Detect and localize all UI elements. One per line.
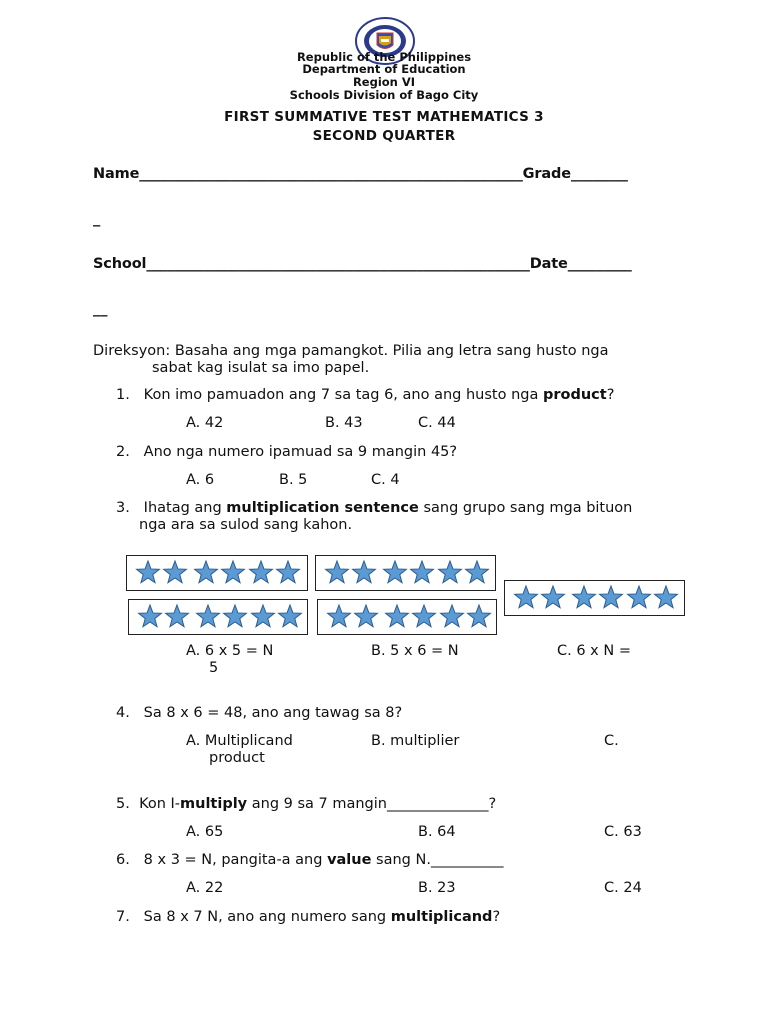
question-text: Sa 8 x 7 N, ano ang numero sang <box>143 909 391 925</box>
header-republic: Republic of the Philippines <box>296 50 472 64</box>
star-icon <box>279 605 302 627</box>
question-text: Ihatag ang <box>139 500 227 516</box>
star-icon <box>384 561 407 583</box>
question-1 <box>116 387 614 403</box>
star-icon <box>468 605 491 627</box>
star-icon <box>386 605 409 627</box>
star-icon <box>252 605 275 627</box>
star-icon <box>195 561 218 583</box>
choice-4c: C. <box>604 733 619 749</box>
star-icon <box>250 561 273 583</box>
choice-6c: C. 24 <box>604 880 642 896</box>
question-bold: multiplicand <box>390 909 493 925</box>
choice-2b: B. 5 <box>279 472 308 488</box>
choice-6a: A. 22 <box>186 880 224 896</box>
star-icon <box>139 605 162 627</box>
star-icon <box>542 586 565 608</box>
question-text: ang 9 sa 7 mangin______________? <box>247 796 497 812</box>
test-title: FIRST SUMMATIVE TEST MATHEMATICS 3 <box>224 109 544 125</box>
header-department: Department of Education <box>302 62 466 76</box>
choice-3a: A. 6 x 5 = N <box>186 643 274 659</box>
star-icon <box>355 605 378 627</box>
star-icon <box>164 561 187 583</box>
name-field-wrap: _ <box>93 211 101 227</box>
choice-4b: B. multiplier <box>371 733 460 749</box>
name-grade-field: Name______________________________________________________Grade________ <box>93 166 628 182</box>
choice-6b: B. 23 <box>418 880 456 896</box>
choice-5b: B. 64 <box>418 824 456 840</box>
directions-line2: sabat kag isulat sa imo papel. <box>152 360 370 376</box>
star-box-5 <box>317 599 497 635</box>
school-field-wrap: __ <box>93 301 108 317</box>
directions-line1: Direksyon: Basaha ang mga pamangkot. Pilia ang letra sang husto nga <box>93 343 609 359</box>
question-7 <box>116 909 500 925</box>
question-number: 6. <box>116 852 130 868</box>
question-bold: multiplication sentence <box>226 500 419 516</box>
question-5 <box>116 796 496 812</box>
star-icon <box>166 605 189 627</box>
choice-5c: C. 63 <box>604 824 642 840</box>
question-number: 1. <box>116 387 130 403</box>
star-icon <box>326 561 349 583</box>
question-number: 4. <box>116 705 130 721</box>
star-box-1 <box>126 555 308 591</box>
question-text: 8 x 3 = N, pangita-a ang <box>143 852 328 868</box>
question-3-line2: nga ara sa sulod sang kahon. <box>139 517 353 533</box>
star-icon <box>328 605 351 627</box>
question-number: 7. <box>116 909 130 925</box>
star-icon <box>224 605 247 627</box>
star-icon <box>413 605 436 627</box>
question-text: Kon I- <box>139 796 181 812</box>
choice-3b: B. 5 x 6 = N <box>371 643 459 659</box>
choice-1c: C. 44 <box>418 415 456 431</box>
question-number: 2. <box>116 444 130 460</box>
question-text: Kon imo pamuadon ang 7 sa tag 6, ano ang husto nga <box>143 387 543 403</box>
star-icon <box>439 561 462 583</box>
question-bold: product <box>542 387 607 403</box>
question-text: Sa 8 x 6 = 48, ano ang tawag sa 8? <box>143 705 403 721</box>
question-3 <box>116 500 632 516</box>
choice-4-wrap: product <box>209 750 265 766</box>
choice-2a: A. 6 <box>186 472 215 488</box>
star-icon <box>441 605 464 627</box>
header-region: Region VI <box>352 75 416 89</box>
star-icon <box>197 605 220 627</box>
question-text: Ano nga numero ipamuad sa 9 mangin 45? <box>143 444 458 460</box>
choice-2c: C. 4 <box>371 472 400 488</box>
header-division: Schools Division of Bago City <box>289 88 479 102</box>
quarter-title: SECOND QUARTER <box>312 128 456 144</box>
star-icon <box>515 586 538 608</box>
star-icon <box>353 561 376 583</box>
choice-5a: A. 65 <box>186 824 224 840</box>
question-number: 5. <box>116 796 130 812</box>
question-4 <box>116 705 402 721</box>
school-date-field: School______________________________________________________Date_________ <box>93 256 632 272</box>
star-box-3 <box>504 580 685 616</box>
question-2 <box>116 444 457 460</box>
star-icon <box>628 586 651 608</box>
star-box-4 <box>128 599 308 635</box>
choice-1a: A. 42 <box>186 415 224 431</box>
choice-3c: C. 6 x N = <box>557 643 631 659</box>
question-bold: multiply <box>180 796 248 812</box>
choice-1b: B. 43 <box>325 415 363 431</box>
star-icon <box>600 586 623 608</box>
question-6 <box>116 852 503 868</box>
star-icon <box>655 586 678 608</box>
question-text: sang grupo sang mga bituon <box>418 500 633 516</box>
star-icon <box>573 586 596 608</box>
question-text: ? <box>492 909 501 925</box>
choice-3-wrap: 5 <box>209 660 219 676</box>
star-icon <box>411 561 434 583</box>
question-bold: value <box>327 852 372 868</box>
question-text: sang N.__________ <box>371 852 504 868</box>
star-icon <box>466 561 489 583</box>
star-icon <box>277 561 300 583</box>
question-text: ? <box>606 387 615 403</box>
star-icon <box>222 561 245 583</box>
star-box-2 <box>315 555 496 591</box>
question-number: 3. <box>116 500 130 516</box>
choice-4a: A. Multiplicand <box>186 733 293 749</box>
star-icon <box>137 561 160 583</box>
